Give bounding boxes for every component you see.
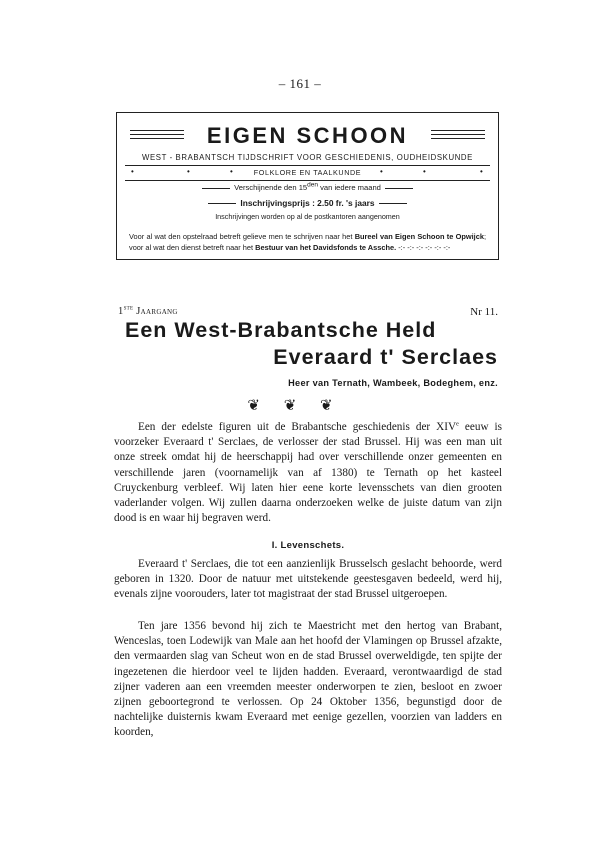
subscription-info: Inschrijvingen worden op al de postkantoren aangenomen: [215, 212, 400, 221]
body-paragraph-2: Everaard t' Serclaes, die tot een aanzienlijk Brusselsch geslacht behoorde, werd geboren in 1320. Door de natuur met uitstekende geestesgaven bedeeld, werd hij, evenals zijne voorouders, later tot magistraat der stad Brussel uitgeroepen.: [114, 558, 502, 601]
article-title-line-2: Everaard t' Serclaes: [273, 345, 498, 369]
bullet-icon: •: [423, 167, 427, 176]
journal-subtitle-2: FOLKLORE EN TAALKUNDE: [253, 168, 362, 177]
journal-subtitle-2-row: [125, 168, 490, 178]
bullet-icon: •: [480, 167, 484, 176]
masthead-divider: [125, 165, 490, 166]
journal-title: EIGEN SCHOON: [206, 123, 409, 148]
bullet-icon: •: [230, 167, 234, 176]
body-paragraph-3: Ten jare 1356 bevond hij zich te Maestricht met den hertog van Brabant, Wenceslas, toen Lodewijk van Male aan het hoofd der Vlamingen op Brussel afzakte, den vermaarden slag van Scheut won en de stad Brussel overweldigde, ten spijte der ingezetenen die hierdoor veel te lijden hadden. Everaard, verontwaardigd de stad zijner vaderen aan een vreemden meester onderworpen te zien, besloot en zwoer zijnen geboortegrond te verlossen. Op 24 Oktober 1356, begunstigd door de nachtelijke duisternis kwam Everaard met eenige gezellen, voorzien van ladders en koorden,: [114, 620, 502, 739]
decorative-rules-right: [431, 130, 485, 142]
ornament-icon: ❦ ❦ ❦: [247, 398, 343, 414]
section-heading: I. Levenschets.: [271, 540, 345, 551]
masthead-title-row: [117, 122, 498, 150]
journal-masthead: [116, 112, 499, 260]
journal-subtitle: WEST - BRABANTSCH TIJDSCHRIFT VOOR GESCHIEDENIS, OUDHEIDSKUNDE: [142, 153, 473, 162]
article-title-line-1: Een West-Brabantsche Held: [125, 318, 437, 342]
subscription-price: Inschrijvingsprijs : 2.50 fr. 's jaars: [125, 198, 490, 208]
intro-paragraph: Een der edelste figuren uit de Brabantsche geschiedenis der XIVe eeuw is voorzeker Everaard t' Serclaes, de verlosser der stad Brussel. Hij was een man uit onze streek omdat hij de heerschappij had over verschillende onzer gemeenten en verschillende jaren (voornamelijk van af 1380) te Ternath op het kasteel Cruyckenburg verbleef. Wij laten hier eene korte levensschets van dien grooten vaderlander volgen. Wij zullen daarna onderzoeken welke de juiste datum van zijn dood is en waar hij begraven werd.: [114, 420, 502, 525]
issue-number: Nr 11.: [470, 306, 498, 318]
publication-frequency: Verschijnende den 15den van iedere maand: [125, 183, 490, 193]
article-byline: Heer van Ternath, Wambeek, Bodeghem, enz.: [288, 378, 498, 388]
page-number: – 161 –: [278, 76, 322, 91]
editorial-contact-note: Voor al wat den opstelraad betreft gelieve men te schrijven naar het Bureel van Eigen Schoon te Opwijck; voor al wat den dienst betreft naar het Bestuur van het Davidsfonds te Assche. -:- -:- -:- -:- -:- -:-: [129, 232, 486, 252]
bullet-icon: •: [131, 167, 135, 176]
bullet-icon: •: [380, 167, 384, 176]
volume-label: 1ste Jaargang: [118, 304, 178, 317]
bullet-icon: •: [187, 167, 191, 176]
